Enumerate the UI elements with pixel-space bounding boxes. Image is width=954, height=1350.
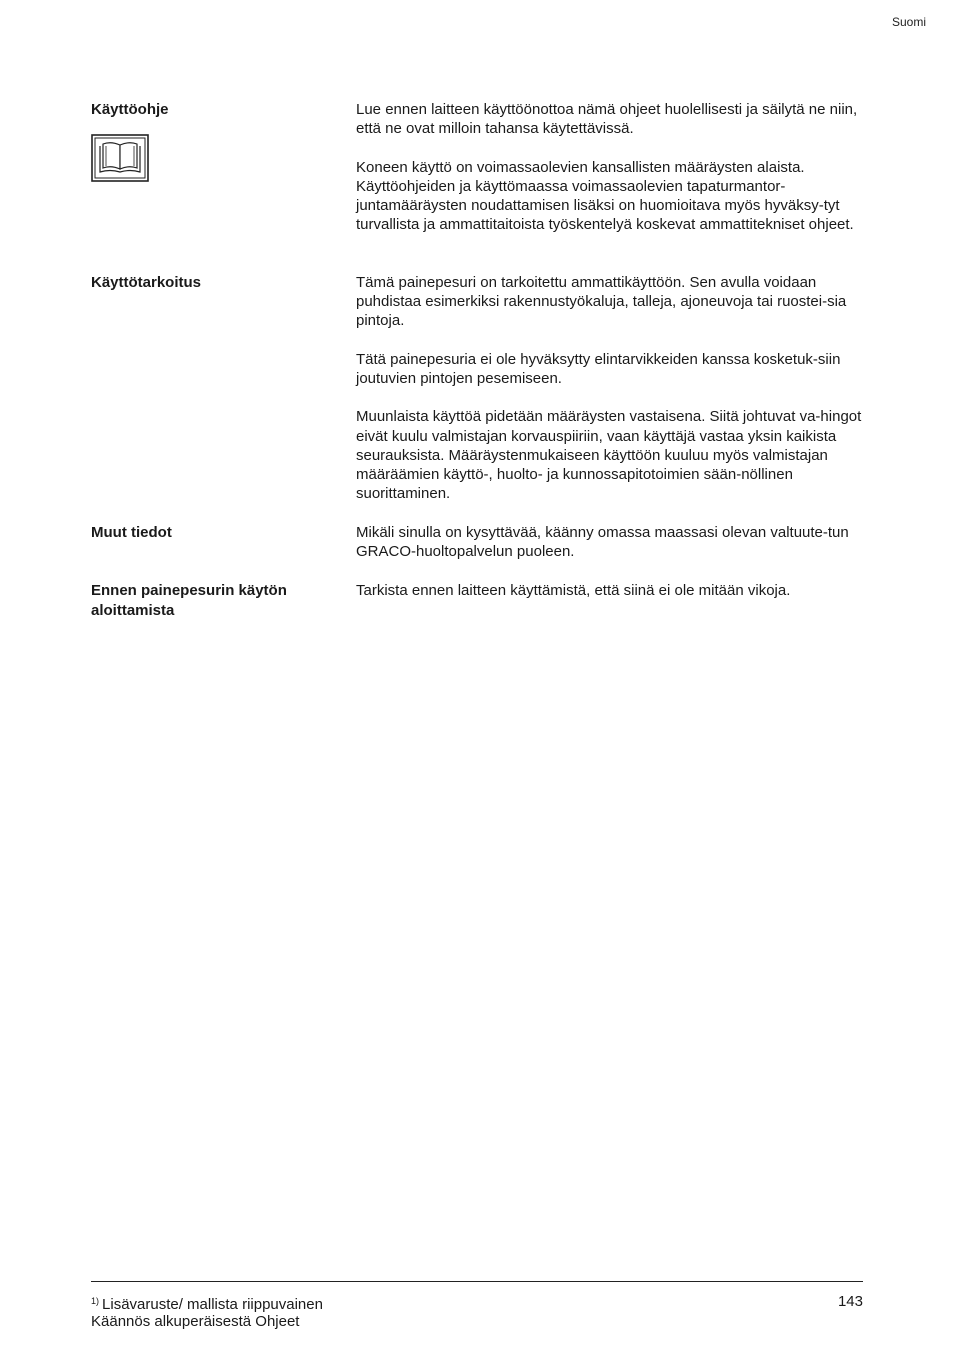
section-body (356, 523, 863, 561)
paragraph: Mikäli sinulla on kysyttävää, käänny omassa maassasi olevan valtuute-tun GRACO-huoltopalvelun puoleen. (356, 524, 849, 561)
section-body (356, 273, 863, 503)
paragraph: Tarkista ennen laitteen käyttämistä, että siinä ei ole mitään vikoja. (356, 582, 791, 599)
section-heading: Ennen painepesurin käytön aloittamista (91, 582, 287, 619)
footer-divider (91, 1281, 863, 1282)
page-number: 143 (837, 1293, 863, 1310)
section-heading: Käyttötarkoitus (91, 274, 202, 291)
section-body (356, 100, 863, 234)
paragraph: Muunlaista käyttöä pidetään määräysten vastaisena. Siitä johtuvat va-hingot eivät kuulu valmistajan korvauspiiriin, vaan käyttäjä vastaa yksin kaikista seurauksista. Määräystenmukaiseen käyttöön kuuluu myös valmistajan määräämien käyttö-, huolto- ja kunnossapitotoimien sään-nöllinen suorittaminen. (356, 408, 862, 503)
book-icon (91, 134, 149, 182)
translation-note: Käännös alkuperäisestä Ohjeet (91, 1313, 300, 1330)
section-heading: Muut tiedot (91, 524, 172, 541)
paragraph: Koneen käyttö on voimassaolevien kansallisten määräysten alaista. Käyttöohjeiden ja käyttömaassa voimassaolevien tapaturmantor-juntamääräysten noudattamisen lisäksi on huomioitava myös hyväksy-tyt turvallista ja ammattitaitoista työskentelyä koskevat ammattitekniset ohjeet. (356, 158, 854, 234)
paragraph: Lue ennen laitteen käyttöönottoa nämä ohjeet huolellisesti ja säilytä ne niin, että ne ovat milloin tahansa käytettävissä. (356, 101, 858, 138)
footnote (91, 1292, 323, 1314)
footnote-text: Lisävaruste/ mallista riippuvainen (102, 1296, 323, 1313)
footnote-marker: 1) (91, 1296, 100, 1306)
language-label: Suomi (891, 15, 926, 29)
paragraph: Tämä painepesuri on tarkoitettu ammattikäyttöön. Sen avulla voidaan puhdistaa esimerkiksi rakennustyökaluja, talleja, ajoneuvoja tai ruostei-sia pintoja. (356, 274, 847, 330)
paragraph: Tätä painepesuria ei ole hyväksytty elintarvikkeiden kanssa kosketuk-siin joutuvien pintojen pesemiseen. (356, 350, 841, 387)
section-body (356, 581, 863, 600)
section-heading: Käyttöohje (91, 101, 169, 118)
